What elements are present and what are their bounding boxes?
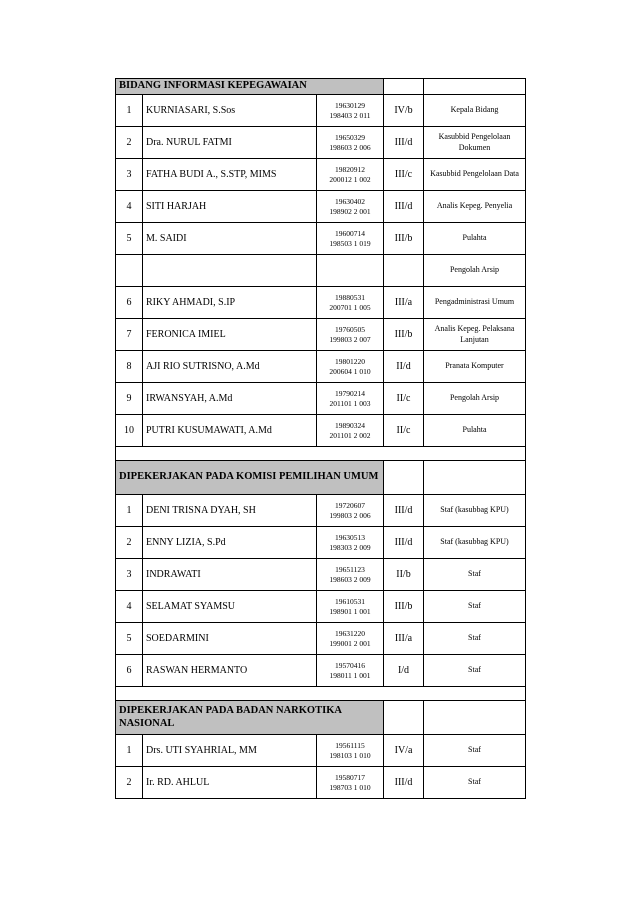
employee-nip <box>317 655 384 687</box>
employee-nip <box>317 527 384 559</box>
nip-registration: 201101 1 003 <box>329 398 371 408</box>
row-number: 6 <box>116 655 143 687</box>
employee-grade: II/d <box>384 351 424 383</box>
row-number: 2 <box>116 127 143 159</box>
employee-position: Staf <box>424 559 526 591</box>
employee-name: FERONICA IMIEL <box>143 319 317 351</box>
employee-name: RIKY AHMADI, S.IP <box>143 287 317 319</box>
header-blank-cell <box>384 461 424 495</box>
nip-registration: 198703 1 010 <box>329 782 371 792</box>
employee-name: Drs. UTI SYAHRIAL, MM <box>143 735 317 767</box>
table-row <box>116 383 526 415</box>
employee-nip <box>317 767 384 799</box>
employee-position: Staf <box>424 735 526 767</box>
row-number: 7 <box>116 319 143 351</box>
employee-position: Staf <box>424 655 526 687</box>
employee-position: Staf (kasubbag KPU) <box>424 527 526 559</box>
employee-table <box>115 78 526 799</box>
nip-registration: 198603 2 006 <box>329 142 371 152</box>
employee-name: SOEDARMINI <box>143 623 317 655</box>
header-blank-cell <box>384 701 424 735</box>
nip-registration: 198011 1 001 <box>329 670 371 680</box>
nip-birthdate: 19801220 <box>335 357 365 367</box>
employee-name: INDRAWATI <box>143 559 317 591</box>
nip-registration: 200012 1 002 <box>329 174 371 184</box>
employee-name: IRWANSYAH, A.Md <box>143 383 317 415</box>
row-number: 3 <box>116 559 143 591</box>
employee-position: Kasubbid Pengelolaan Dokumen <box>424 127 526 159</box>
row-number: 10 <box>116 415 143 447</box>
nip-registration: 199803 2 007 <box>329 334 371 344</box>
nip-birthdate: 19720607 <box>335 501 365 511</box>
employee-nip <box>317 191 384 223</box>
nip-birthdate: 19631220 <box>335 629 365 639</box>
table-row <box>116 559 526 591</box>
row-number: 5 <box>116 623 143 655</box>
table-row <box>116 319 526 351</box>
table-row <box>116 415 526 447</box>
spacer-cell <box>116 687 526 701</box>
row-number: 9 <box>116 383 143 415</box>
employee-position: Kasubbid Pengelolaan Data <box>424 159 526 191</box>
table-row <box>116 495 526 527</box>
nip-birthdate: 19610531 <box>335 597 365 607</box>
table-row <box>116 623 526 655</box>
table-row <box>116 159 526 191</box>
employee-grade: III/b <box>384 223 424 255</box>
employee-nip <box>317 159 384 191</box>
nip-registration: 198303 2 009 <box>329 542 371 552</box>
nip-registration: 199803 2 006 <box>329 510 371 520</box>
row-number: 8 <box>116 351 143 383</box>
employee-grade: III/a <box>384 287 424 319</box>
employee-nip <box>317 559 384 591</box>
employee-grade: IV/b <box>384 95 424 127</box>
section-header <box>116 461 526 495</box>
employee-position: Kepala Bidang <box>424 95 526 127</box>
row-number: 2 <box>116 767 143 799</box>
table-body <box>116 79 526 799</box>
employee-grade: III/b <box>384 319 424 351</box>
employee-name: AJI RIO SUTRISNO, A.Md <box>143 351 317 383</box>
employee-name: FATHA BUDI A., S.STP, MIMS <box>143 159 317 191</box>
employee-position: Staf (kasubbag KPU) <box>424 495 526 527</box>
nip-registration: 198603 2 009 <box>329 574 371 584</box>
table-row <box>116 191 526 223</box>
section-title: BIDANG INFORMASI KEPEGAWAIAN <box>116 79 384 95</box>
employee-nip <box>317 95 384 127</box>
table-row <box>116 351 526 383</box>
employee-name: DENI TRISNA DYAH, SH <box>143 495 317 527</box>
employee-grade: III/d <box>384 127 424 159</box>
employee-nip <box>317 623 384 655</box>
table-row <box>116 127 526 159</box>
employee-grade: II/c <box>384 383 424 415</box>
employee-position: Analis Kepeg. Penyelia <box>424 191 526 223</box>
employee-position: Pulahta <box>424 223 526 255</box>
employee-nip <box>317 287 384 319</box>
table-row <box>116 255 526 287</box>
nip-birthdate: 19651123 <box>335 565 365 575</box>
employee-nip <box>317 415 384 447</box>
header-blank-cell <box>424 461 526 495</box>
employee-position: Pranata Komputer <box>424 351 526 383</box>
employee-position: Pulahta <box>424 415 526 447</box>
nip-birthdate: 19890324 <box>335 421 365 431</box>
nip-registration: 198902 2 001 <box>329 206 371 216</box>
employee-position: Staf <box>424 767 526 799</box>
header-blank-cell <box>424 701 526 735</box>
employee-grade: IV/a <box>384 735 424 767</box>
nip-birthdate: 19630129 <box>335 101 365 111</box>
row-number: 1 <box>116 735 143 767</box>
row-number: 4 <box>116 191 143 223</box>
nip-registration: 201101 2 002 <box>329 430 371 440</box>
nip-birthdate: 19650329 <box>335 133 365 143</box>
employee-name: Ir. RD. AHLUL <box>143 767 317 799</box>
employee-grade: II/c <box>384 415 424 447</box>
section-title: DIPEKERJAKAN PADA KOMISI PEMILIHAN UMUM <box>116 461 384 495</box>
row-number: 6 <box>116 287 143 319</box>
section-spacer <box>116 447 526 461</box>
row-number: 4 <box>116 591 143 623</box>
nip-birthdate: 19790214 <box>335 389 365 399</box>
row-number: 1 <box>116 495 143 527</box>
employee-nip <box>317 591 384 623</box>
employee-grade: III/c <box>384 159 424 191</box>
employee-grade: III/d <box>384 527 424 559</box>
nip-registration: 198503 1 019 <box>329 238 371 248</box>
employee-nip <box>317 319 384 351</box>
employee-position: Pengolah Arsip <box>424 255 526 287</box>
employee-name: Dra. NURUL FATMI <box>143 127 317 159</box>
employee-name: SELAMAT SYAMSU <box>143 591 317 623</box>
employee-name: RASWAN HERMANTO <box>143 655 317 687</box>
row-number: 3 <box>116 159 143 191</box>
employee-nip <box>317 351 384 383</box>
table-row <box>116 735 526 767</box>
employee-name: SITI HARJAH <box>143 191 317 223</box>
nip-birthdate: 19880531 <box>335 293 365 303</box>
employee-grade: III/d <box>384 191 424 223</box>
header-blank-cell <box>384 79 424 95</box>
nip-birthdate: 19630513 <box>335 533 365 543</box>
section-title: DIPEKERJAKAN PADA BADAN NARKOTIKA NASIONAL <box>116 701 384 735</box>
table-row <box>116 591 526 623</box>
employee-name <box>143 255 317 287</box>
nip-birthdate: 19570416 <box>335 661 365 671</box>
section-header <box>116 701 526 735</box>
table-row <box>116 95 526 127</box>
employee-grade: III/b <box>384 591 424 623</box>
employee-position: Staf <box>424 591 526 623</box>
employee-grade: III/d <box>384 495 424 527</box>
nip-birthdate: 19820912 <box>335 165 365 175</box>
section-spacer <box>116 687 526 701</box>
employee-name: KURNIASARI, S.Sos <box>143 95 317 127</box>
employee-nip <box>317 127 384 159</box>
employee-position: Pengolah Arsip <box>424 383 526 415</box>
nip-registration: 198901 1 001 <box>329 606 371 616</box>
nip-registration: 199001 2 001 <box>329 638 371 648</box>
row-number: 1 <box>116 95 143 127</box>
employee-name: PUTRI KUSUMAWATI, A.Md <box>143 415 317 447</box>
nip-birthdate: 19630402 <box>335 197 365 207</box>
employee-grade <box>384 255 424 287</box>
nip-birthdate: 19760505 <box>335 325 365 335</box>
header-blank-cell <box>424 79 526 95</box>
employee-grade: III/a <box>384 623 424 655</box>
section-header <box>116 79 526 95</box>
table-row <box>116 655 526 687</box>
nip-birthdate: 19580717 <box>335 773 365 783</box>
employee-grade: III/d <box>384 767 424 799</box>
employee-grade: II/b <box>384 559 424 591</box>
row-number: 2 <box>116 527 143 559</box>
row-number: 5 <box>116 223 143 255</box>
employee-nip <box>317 383 384 415</box>
employee-nip <box>317 255 384 287</box>
table-row <box>116 767 526 799</box>
employee-name: ENNY LIZIA, S.Pd <box>143 527 317 559</box>
nip-birthdate: 19561115 <box>335 741 365 751</box>
employee-position: Staf <box>424 623 526 655</box>
table-row <box>116 287 526 319</box>
employee-name: M. SAIDI <box>143 223 317 255</box>
employee-nip <box>317 223 384 255</box>
employee-nip <box>317 495 384 527</box>
spacer-cell <box>116 447 526 461</box>
table-row <box>116 223 526 255</box>
nip-registration: 200604 1 010 <box>329 366 371 376</box>
nip-registration: 198103 1 010 <box>329 750 371 760</box>
employee-position: Pengadministrasi Umum <box>424 287 526 319</box>
nip-registration: 200701 1 005 <box>329 302 371 312</box>
table-row <box>116 527 526 559</box>
nip-registration: 198403 2 011 <box>329 110 371 120</box>
employee-nip <box>317 735 384 767</box>
nip-birthdate: 19600714 <box>335 229 365 239</box>
employee-grade: I/d <box>384 655 424 687</box>
row-number <box>116 255 143 287</box>
employee-position: Analis Kepeg. Pelaksana Lanjutan <box>424 319 526 351</box>
